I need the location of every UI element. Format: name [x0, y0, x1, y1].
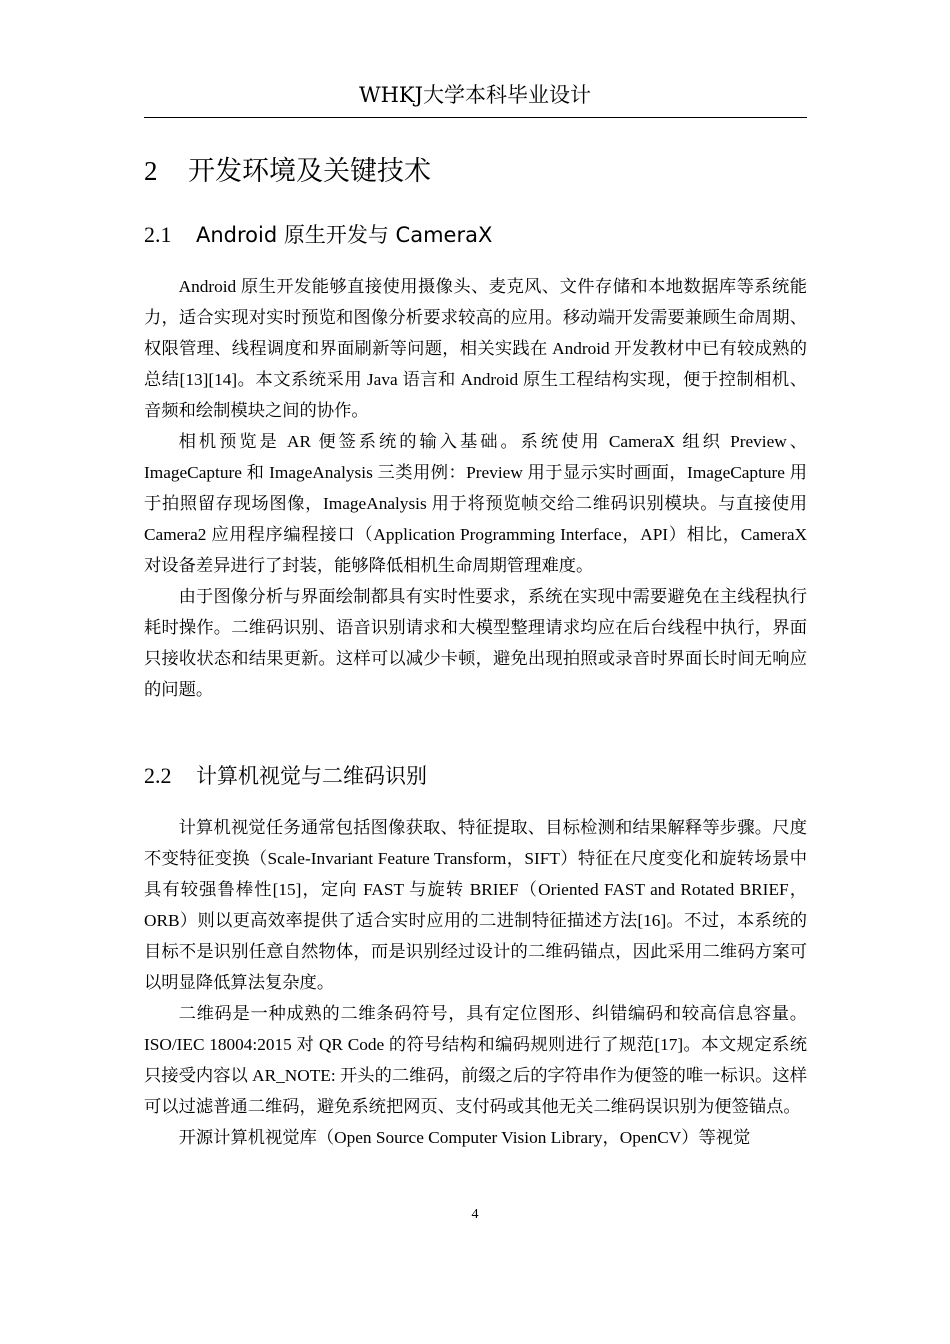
paragraph: 相机预览是 AR 便签系统的输入基础。系统使用 CameraX 组织 Preview、ImageCapture 和 ImageAnalysis 三类用例：Preview 用于显示实时画面，ImageCapture 用于拍照留存现场图像，ImageAnalysis 用于将预览帧交给二维码识别模块。与直接使用 Camera2 应用程序编程接口（Application Programming Interface，API）相比，CameraX 对设备差异进行了封装，能够降低相机生命周期管理难度。 [144, 432, 807, 575]
page-header: WHKJ大学本科毕业设计 [358, 83, 591, 107]
page-number: 4 [471, 1207, 479, 1222]
chapter-number: 2 [144, 156, 158, 186]
paragraph: 计算机视觉任务通常包括图像获取、特征提取、目标检测和结果解释等步骤。尺度不变特征变换（Scale-Invariant Feature Transform，SIFT）特征在尺度变化和旋转场景中具有较强鲁棒性[15]，定向 FAST 与旋转 BRIEF（Oriented FAST and Rotated BRIEF，ORB）则以更高效率提供了适合实时应用的二进制特征描述方法[16]。不过，本系统的目标不是识别任意自然物体，而是识别经过设计的二维码锚点，因此采用二维码方案可以明显降低算法复杂度。 [144, 818, 807, 992]
section-body-2-1 [144, 271, 807, 705]
section-title-2-2 [144, 760, 427, 793]
section-body-2-2 [144, 812, 807, 1153]
paragraph: 开源计算机视觉库（Open Source Computer Vision Library，OpenCV）等视觉 [178, 1128, 751, 1147]
section-number: 2.1 [144, 222, 172, 247]
chapter-title [144, 152, 431, 191]
section-title-text: 计算机视觉与二维码识别 [196, 764, 427, 788]
section-title-2-1 [144, 219, 492, 252]
paragraph: 二维码是一种成熟的二维条码符号，具有定位图形、纠错编码和较高信息容量。ISO/IEC 18004:2015 对 QR Code 的符号结构和编码规则进行了规范[17]。本文规定系统只接受内容以 AR_NOTE: 开头的二维码，前缀之后的字符串作为便签的唯一标识。这样可以过滤普通二维码，避免系统把网页、支付码或其他无关二维码误识别为便签锚点。 [144, 1004, 807, 1116]
section-title-text: Android 原生开发与 CameraX [196, 223, 493, 247]
paragraph: Android 原生开发能够直接使用摄像头、麦克风、文件存储和本地数据库等系统能力，适合实现对实时预览和图像分析要求较高的应用。移动端开发需要兼顾生命周期、权限管理、线程调度和界面刷新等问题，相关实践在 Android 开发教材中已有较成熟的总结[13][14]。本文系统采用 Java 语言和 Android 原生工程结构实现，便于控制相机、音频和绘制模块之间的协作。 [144, 277, 807, 420]
header-rule [144, 117, 807, 118]
paragraph: 由于图像分析与界面绘制都具有实时性要求，系统在实现中需要避免在主线程执行耗时操作。二维码识别、语音识别请求和大模型整理请求均应在后台线程中执行，界面只接收状态和结果更新。这样可以减少卡顿，避免出现拍照或录音时界面长时间无响应的问题。 [144, 587, 807, 699]
section-number: 2.2 [144, 763, 172, 788]
chapter-title-text: 开发环境及关键技术 [188, 156, 431, 187]
